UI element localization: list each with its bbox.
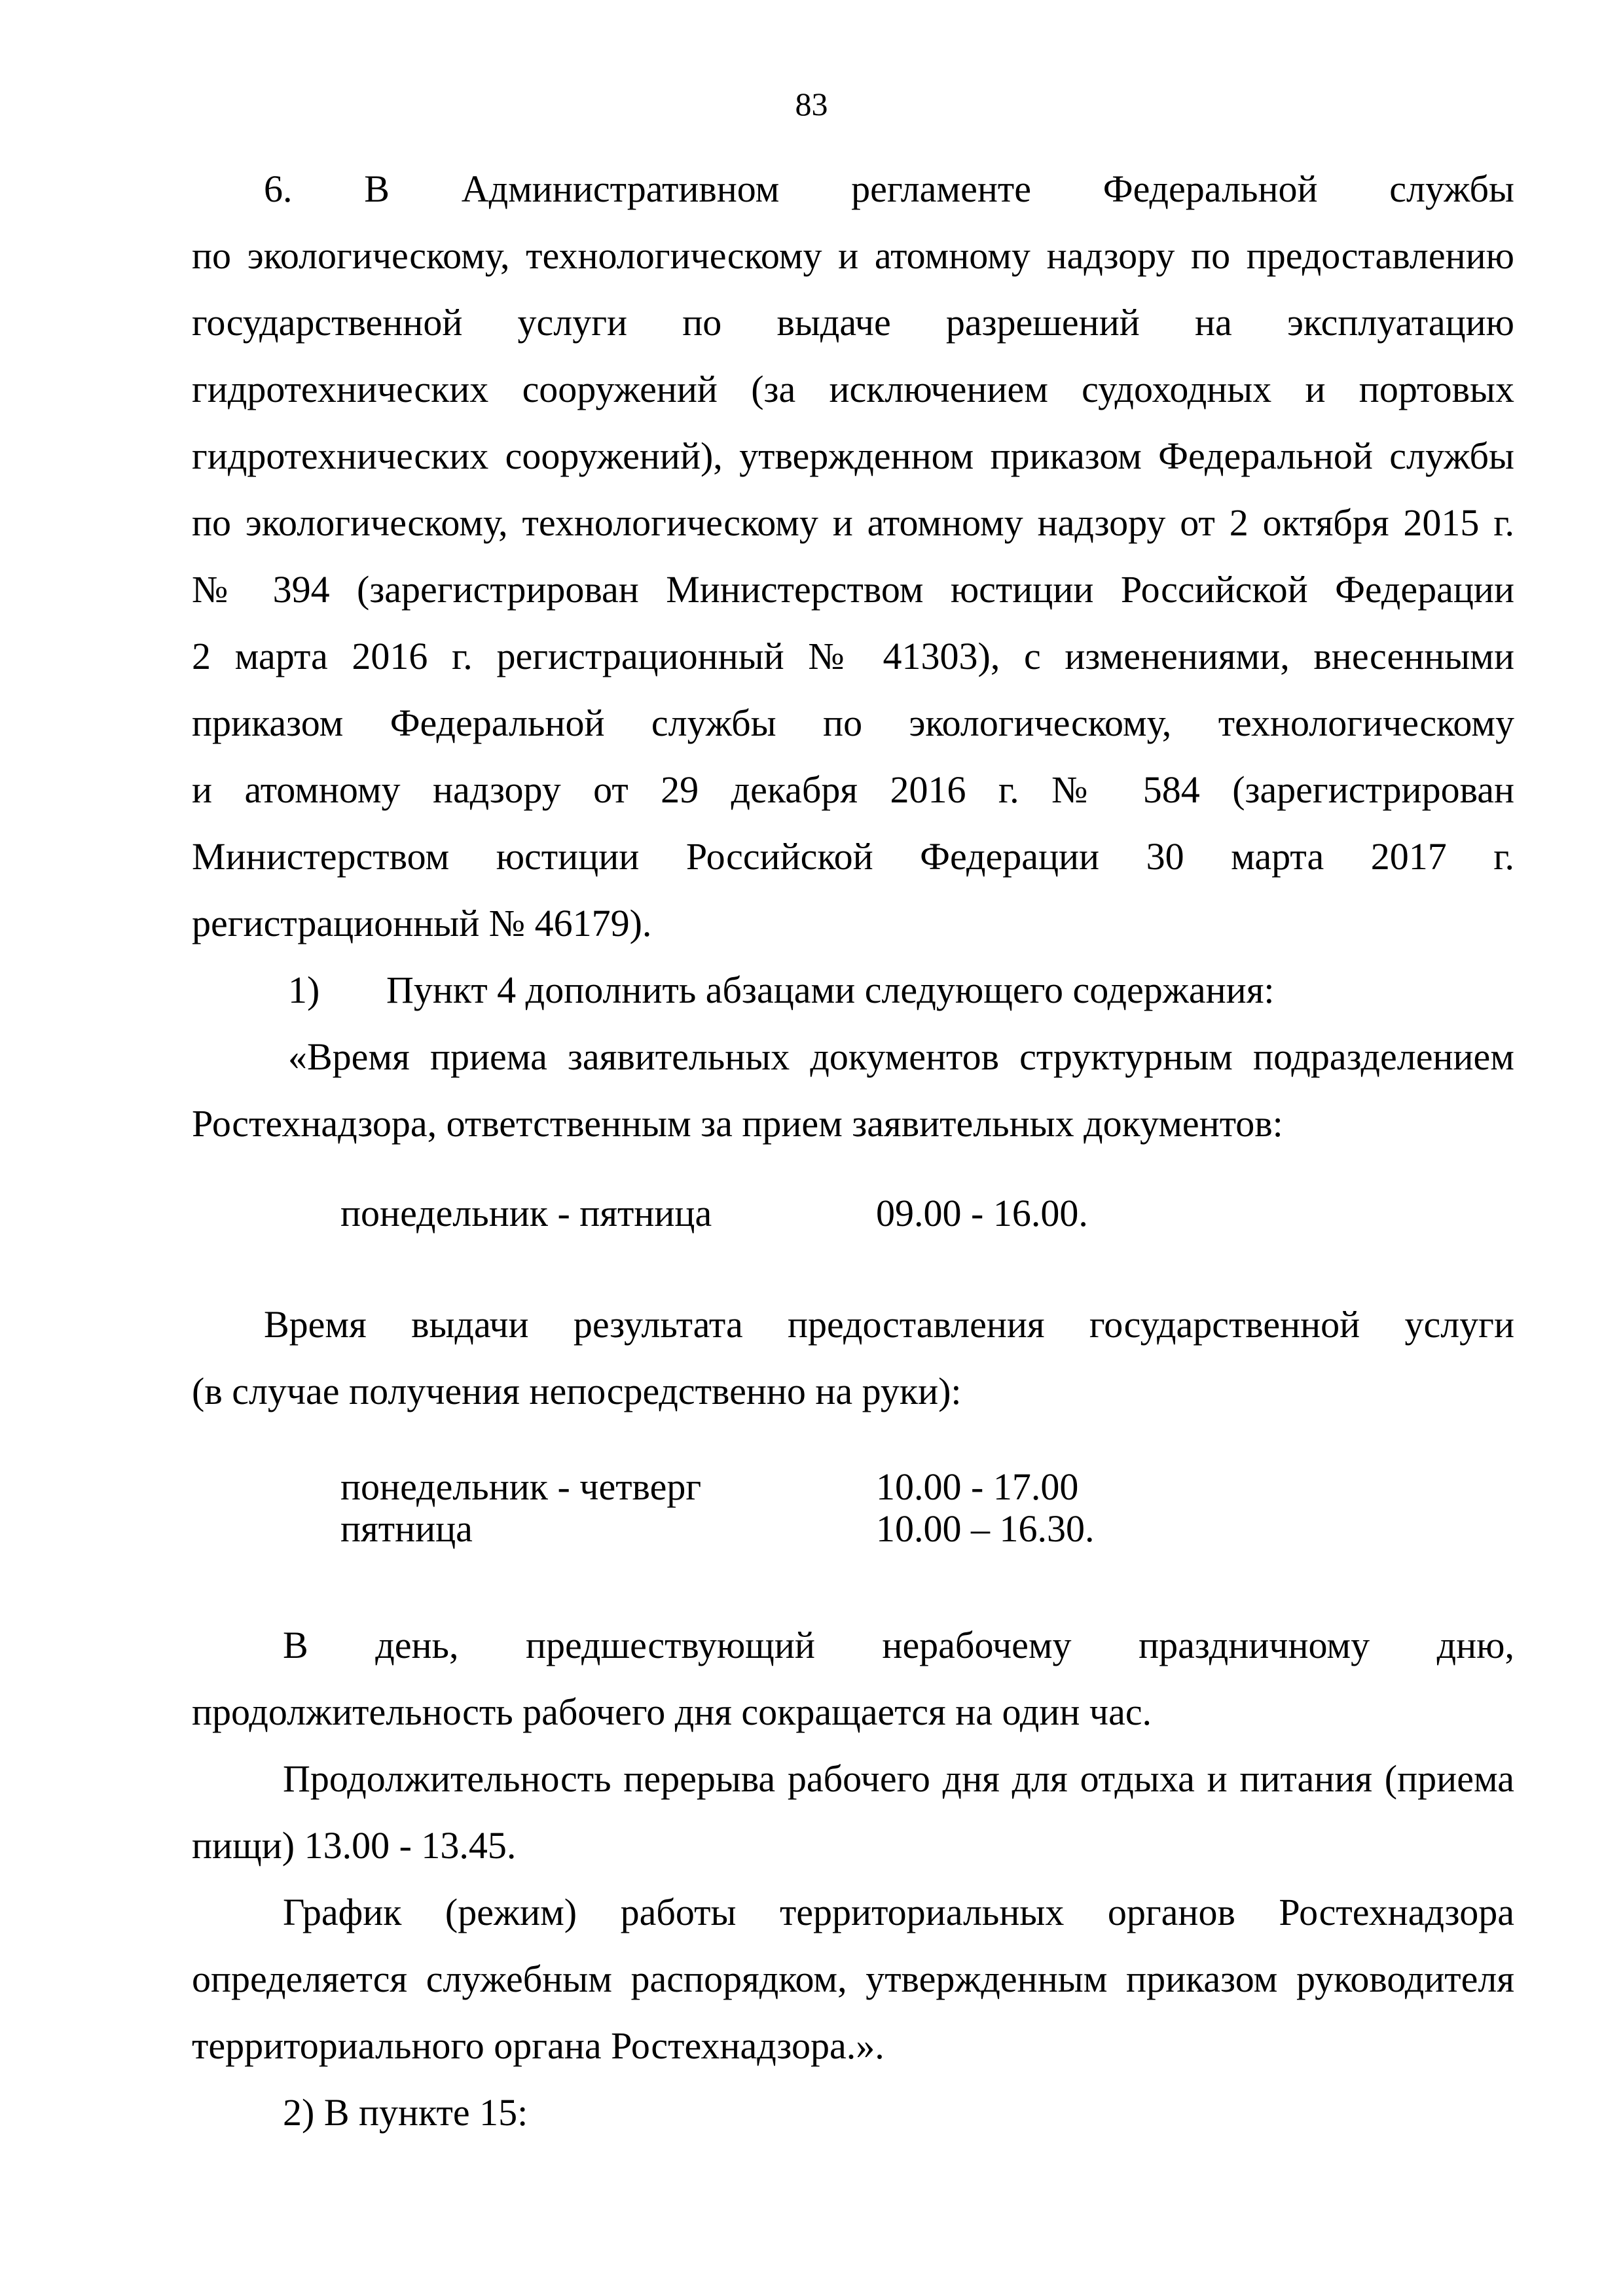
page-number: 83 xyxy=(795,86,828,122)
item6-line-8: 2 марта 2016 г. регистрационный № 41303), с изменениями, внесенными xyxy=(192,635,1514,677)
sub2-text: 2) В пункте 15: xyxy=(283,2091,528,2134)
item6-line-7: № 394 (зарегистрирован Министерством юстиции Российской Федерации xyxy=(192,568,1514,611)
holiday-line-2: продолжительность рабочего дня сокращается на один час. xyxy=(192,1691,1152,1733)
reception-days: понедельник - пятница xyxy=(340,1192,712,1234)
reception-line-2: Ростехнадзора, ответственным за прием заявительных документов: xyxy=(192,1102,1283,1145)
item6-line-12: регистрационный № 46179). xyxy=(192,902,652,944)
item6-line-3: государственной услуги по выдаче разрешений на эксплуатацию xyxy=(192,301,1514,344)
sub1-number: 1) xyxy=(288,969,320,1011)
issue-line-2: (в случае получения непосредственно на руки): xyxy=(192,1370,962,1412)
issue-hours-2: 10.00 – 16.30. xyxy=(876,1507,1095,1550)
item6-line-1: 6. В Административном регламенте Федеральной службы xyxy=(264,168,1514,210)
break-line-1: Продолжительность перерыва рабочего дня для отдыха и питания (приема xyxy=(283,1757,1514,1800)
item6-line-2: по экологическому, технологическому и атомному надзору по предоставлению xyxy=(192,234,1514,277)
item6-line-4: гидротехнических сооружений (за исключением судоходных и портовых xyxy=(192,368,1514,410)
issue-line-1: Время выдачи результата предоставления государственной услуги xyxy=(264,1303,1514,1346)
sub1-text: Пункт 4 дополнить абзацами следующего содержания: xyxy=(386,969,1275,1011)
territorial-line-3: территориального органа Ростехнадзора.». xyxy=(192,2024,884,2067)
item6-line-9: приказом Федеральной службы по экологическому, технологическому xyxy=(192,702,1514,744)
item6-line-10: и атомному надзору от 29 декабря 2016 г. № 584 (зарегистрирован xyxy=(192,768,1514,811)
issue-days-2: пятница xyxy=(340,1507,473,1550)
break-line-2: пищи) 13.00 - 13.45. xyxy=(192,1824,517,1867)
territorial-line-1: График (режим) работы территориальных органов Ростехнадзора xyxy=(283,1891,1514,1933)
issue-days-1: понедельник - четверг xyxy=(340,1465,702,1508)
territorial-line-2: определяется служебным распорядком, утвержденным приказом руководителя xyxy=(192,1958,1514,2000)
issue-hours-1: 10.00 - 17.00 xyxy=(876,1465,1079,1508)
reception-hours: 09.00 - 16.00. xyxy=(876,1192,1088,1234)
holiday-line-1: В день, предшествующий нерабочему праздничному дню, xyxy=(283,1624,1514,1666)
item6-line-11: Министерством юстиции Российской Федерации 30 марта 2017 г. xyxy=(192,835,1514,878)
reception-line-1: «Время приема заявительных документов структурным подразделением xyxy=(288,1035,1514,1078)
item6-line-5: гидротехнических сооружений), утвержденном приказом Федеральной службы xyxy=(192,435,1514,477)
item6-line-6: по экологическому, технологическому и атомному надзору от 2 октября 2015 г. xyxy=(192,501,1514,544)
